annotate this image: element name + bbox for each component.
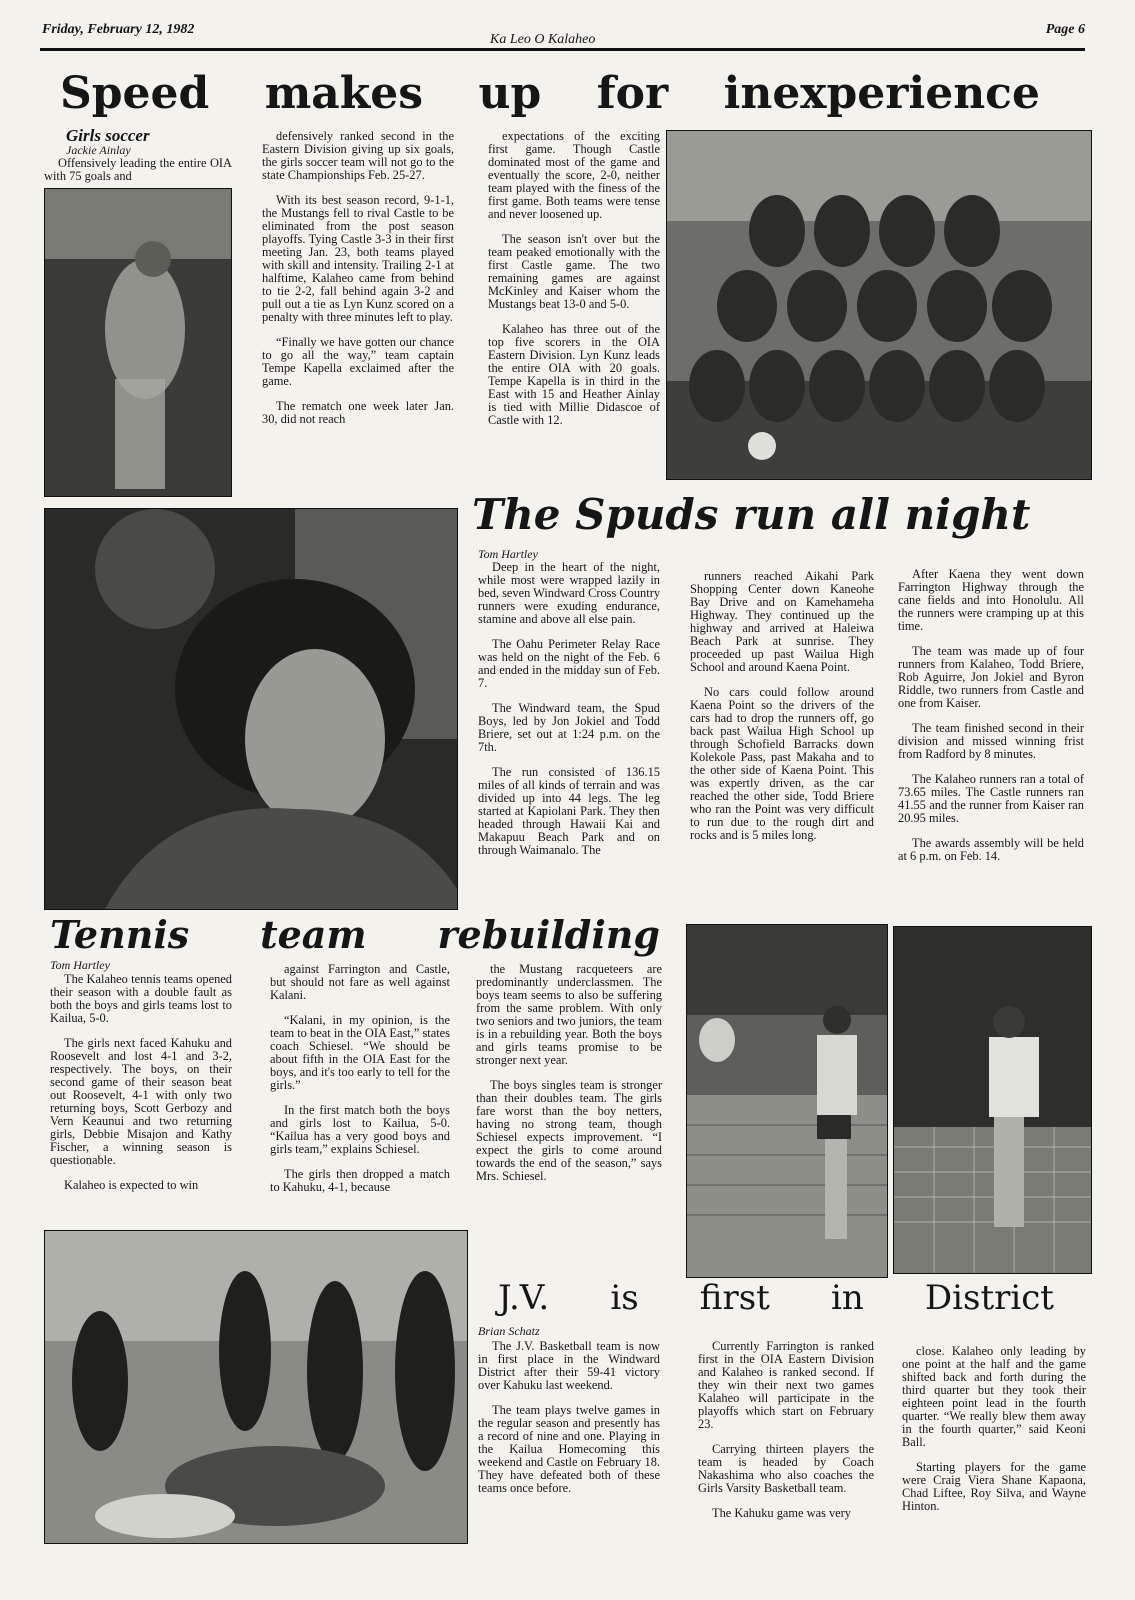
tennis-boy-player-photo <box>686 924 888 1278</box>
soccer-team-pyramid-photo <box>666 130 1092 480</box>
spuds-column-2 <box>690 570 874 920</box>
tennis-headline-word: rebuilding <box>437 912 660 957</box>
paragraph: The J.V. Basketball team is now in first place in the Windward District after their 59-41 victory over Kahuku last weekend. <box>478 1340 660 1392</box>
paragraph: The Oahu Perimeter Relay Race was held on the night of the Feb. 6 and ended in the midday sun of Feb. 7. <box>478 637 660 690</box>
soccer-column-3 <box>488 130 660 485</box>
paper-name: Ka Leo O Kalaheo <box>490 32 596 47</box>
paragraph: The girls next faced Kahuku and Roosevelt and lost 4-1 and 3-2, respectively. The boys, on their second game of their season beat out Roosevelt, 4-1 with only two returning boys, Scott Gerbozy and Vern Keaunui and two returning girls, Debbie Misajon and Kathy Fischer, a winning season is questionable. <box>50 1036 232 1167</box>
paragraph: defensively ranked second in the Eastern Division giving up six goals, the girls soccer team will not go to the state Championships Feb. 25-27. <box>262 130 454 182</box>
paragraph: expectations of the exciting first game. Though Castle dominated most of the game and eventually the score, 2-0, neither team played with the finess of the first game. Both teams were tense and never loosened up. <box>488 130 660 221</box>
paragraph: against Farrington and Castle, but should not fare as well against Kalani. <box>270 963 450 1002</box>
soccer-headline-word: Speed <box>60 68 210 119</box>
paragraph: close. Kalaheo only leading by one point at the half and the game shifted back and forth during the third quarter but they took their eighteen point lead in the fourth quarter. “We really blew them away in the fourth quarter,” said Keoni Ball. <box>902 1345 1086 1449</box>
basketball-game-photo <box>44 1230 468 1544</box>
masthead-rule <box>40 48 1085 51</box>
paragraph: The Kalaheo runners ran a total of 73.65 miles. The Castle runners ran 41.55 and the runner from Kaiser ran 20.95 miles. <box>898 772 1084 825</box>
paragraph: “Kalani, in my opinion, is the team to beat in the OIA East,” states coach Schiesel. “We should be about fifth in the OIA East for the boys, and it's too early to tell for the girls.” <box>270 1013 450 1092</box>
paragraph: Currently Farrington is ranked first in the OIA Eastern Division and Kalaheo is ranked second. If they win their next two games Kalaheo will participate in the playoffs which start on February 23. <box>698 1340 874 1431</box>
paragraph: The Kalaheo tennis teams opened their season with a double fault as both the boys and girls teams lost to Kailua, 5-0. <box>50 973 232 1025</box>
paragraph: With its best season record, 9-1-1, the Mustangs fell to rival Castle to be eliminated from the post season playoffs. Tying Castle 3-3 in their first meeting Jan. 23, both teams played with skill and intensity. Trailing 2-1 at halftime, Kalaheo came from behind to tie 2-2, fall behind again 3-2 and pull out a tie as Lyn Kunz scored on a penalty with three minutes left to play. <box>262 193 454 324</box>
soccer-headline-word: makes <box>264 68 424 119</box>
spuds-column-3 <box>898 568 1084 908</box>
paragraph: Kalaheo is expected to win <box>64 1178 199 1192</box>
paragraph: In the first match both the boys and girls lost to Kailua, 5-0. “Kailua has a very good boys and girls team,” explains Schiesel. <box>270 1103 450 1156</box>
soccer-player-photo <box>44 188 232 497</box>
paragraph: runners reached Aikahi Park Shopping Center down Kaneohe Bay Drive and on Kamehameha Highway. They continued up the highway and arrived at Haleiwa Beach Park at sunrise. They proceeded up past Wailua High School and around Kaena Point. <box>690 570 874 674</box>
paragraph: The awards assembly will be held at 6 p.m. on Feb. 14. <box>898 836 1084 863</box>
jv-column-3 <box>902 1345 1086 1585</box>
soccer-headline <box>60 68 1040 119</box>
tennis-headline-word: team <box>260 912 367 957</box>
paragraph: The team was made up of four runners from Kalaheo, Todd Briere, Rob Aguirre, Jon Jokiel and Byron Riddle, two runners from Castle and one from Kaiser. <box>898 644 1084 710</box>
spuds-column-1 <box>478 561 660 916</box>
paragraph: the Mustang racqueteers are predominantly underclassmen. The boys team seems to also be suffering from the same problem. With only two seniors and two juniors, the team is in a rebuilding year. Both the boys and girls teams promise to be stronger next year. <box>476 963 662 1067</box>
jv-byline: Brian Schatz <box>478 1324 540 1338</box>
soccer-headline-word: up <box>478 68 542 119</box>
paragraph: The Kahuku game was very <box>712 1506 852 1520</box>
page-number: Page 6 <box>1045 22 1085 37</box>
jv-column-2 <box>698 1340 874 1580</box>
jv-headline-word: J.V. <box>498 1278 550 1318</box>
issue-date: Friday, February 12, 1982 <box>42 22 195 37</box>
tennis-column-1 <box>50 973 232 1205</box>
jv-headline-word: District <box>924 1278 1054 1318</box>
tennis-column-2 <box>270 963 450 1215</box>
tennis-byline: Tom Hartley <box>50 958 110 972</box>
jv-headline-word: is <box>610 1278 639 1318</box>
spuds-headline: The Spuds run all night <box>472 490 1031 539</box>
jv-headline <box>498 1278 1054 1318</box>
soccer-headline-word: inexperience <box>723 68 1040 119</box>
soccer-headline-word: for <box>596 68 669 119</box>
paragraph: The team plays twelve games in the regular season and presently has a record of nine and one. Playing in the Kailua Homecoming this weekend and Castle on February 18. They have defeated both of these teams once before. <box>478 1403 660 1495</box>
paragraph: Offensively leading the entire OIA with 75 goals and <box>44 157 232 183</box>
paragraph: Carrying thirteen players the team is headed by Coach Nakashima who also coaches the Girls Varsity Basketball team. <box>698 1442 874 1495</box>
jv-headline-word: first <box>699 1278 770 1318</box>
paragraph: Starting players for the game were Craig Viera Shane Kapaona, Chad Liftee, Roy Silva, and Wayne Hinton. <box>902 1460 1086 1513</box>
paragraph: “Finally we have gotten our chance to go all the way,” team captain Tempe Kapella exclaimed after the game. <box>262 335 454 388</box>
soccer-column-2 <box>262 130 454 490</box>
paragraph: After Kaena they went down Farrington Highway through the cane fields and into Honolulu. All the runners were cramping up at this time. <box>898 568 1084 633</box>
jv-column-1 <box>478 1340 660 1580</box>
tennis-girl-player-photo <box>893 926 1092 1274</box>
paragraph: Kalaheo has three out of the top five scorers in the OIA Eastern Division. Lyn Kunz leads the entire OIA with 20 goals. Tempe Kapella is in third in the East with 15 and Heather Ainlay is tied with Millie Didascoe of Castle with 12. <box>488 322 660 427</box>
paragraph: The team finished second in their division and missed winning frist from Radford by 8 minutes. <box>898 721 1084 761</box>
paragraph: The run consisted of 136.15 miles of all kinds of terrain and was divided up into 44 legs. The leg started at Kapiolani Park. They then headed through Hawaii Kai and Makapuu Beach Park and on through Waimanalo. The <box>478 765 660 857</box>
paragraph: Deep in the heart of the night, while most were wrapped lazily in bed, seven Windward Cross Country runners were exuding endurance, stamine and above all else pain. <box>478 561 660 626</box>
runner-portrait-photo <box>44 508 458 910</box>
tennis-headline-word: Tennis <box>50 912 190 957</box>
paragraph: No cars could follow around Kaena Point so the drivers of the cars had to drop the runners off, go back past Wailua High School up through Schofield Barracks down Kolekole Pass, past Makaha and to the other side of Kaena Point. This was expertly driven, as the car reached the other side, Todd Briere who ran the Point was very difficult to run due to the rough dirt and rocks and is 5 miles long. <box>690 685 874 842</box>
paragraph: The Windward team, the Spud Boys, led by Jon Jokiel and Todd Briere, set out at 1:24 p.m. on the 7th. <box>478 701 660 754</box>
soccer-kicker: Girls soccer <box>66 126 150 145</box>
jv-headline-word: in <box>830 1278 864 1318</box>
tennis-headline <box>50 912 660 957</box>
paragraph: The girls then dropped a match to Kahuku, 4-1, because <box>270 1167 450 1194</box>
paragraph: The season isn't over but the team peaked emotionally with the first Castle game. The two remaining games are against McKinley and Kaiser whom the Mustangs beat 13-0 and 5-0. <box>488 232 660 311</box>
soccer-column-1 <box>44 157 232 187</box>
paragraph: The rematch one week later Jan. 30, did not reach <box>262 399 454 426</box>
soccer-byline: Jackie Ainlay <box>66 143 131 157</box>
spuds-byline: Tom Hartley <box>478 547 538 561</box>
paragraph: The boys singles team is stronger than their doubles team. The girls fare worst than the boy netters, having no strong team, though Schiesel expects improvement. “I expect the girls to come around towards the end of the season,” says Mrs. Schiesel. <box>476 1078 662 1183</box>
tennis-column-3 <box>476 963 662 1215</box>
